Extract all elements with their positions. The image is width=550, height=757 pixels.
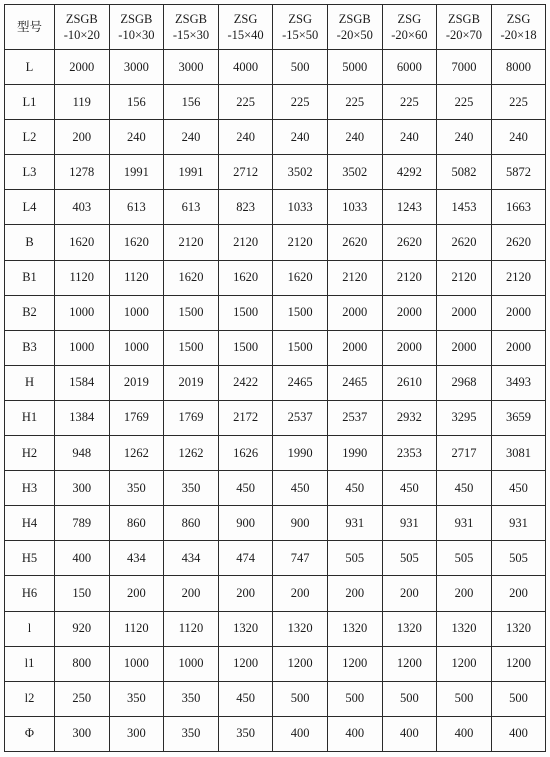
model-name: ZSG: [506, 12, 531, 26]
model-size: -20×50: [336, 28, 373, 42]
table-cell: 1000: [109, 646, 164, 681]
table-cell: 2120: [491, 260, 546, 295]
table-cell: 1620: [55, 225, 110, 260]
table-cell: 2465: [273, 365, 328, 400]
table-cell: 3659: [491, 400, 546, 435]
table-cell: 350: [164, 681, 219, 716]
table-cell: 434: [109, 541, 164, 576]
table-cell: 1769: [164, 400, 219, 435]
table-cell: 1990: [273, 436, 328, 471]
table-cell: 450: [327, 471, 382, 506]
table-cell: 2000: [55, 50, 110, 85]
table-cell: 225: [437, 85, 492, 120]
row-label: H5: [5, 541, 55, 576]
table-cell: 1500: [273, 330, 328, 365]
table-cell: 240: [273, 120, 328, 155]
table-cell: 200: [164, 576, 219, 611]
model-header-cell: [218, 5, 273, 50]
table-cell: 1500: [164, 330, 219, 365]
row-label: l: [5, 611, 55, 646]
table-row: [5, 611, 546, 646]
table-cell: 400: [437, 716, 492, 751]
table-cell: 500: [327, 681, 382, 716]
model-header-cell: [273, 5, 328, 50]
table-cell: 4000: [218, 50, 273, 85]
table-cell: 1278: [55, 155, 110, 190]
table-cell: 1384: [55, 400, 110, 435]
table-cell: 2712: [218, 155, 273, 190]
table-cell: 200: [55, 120, 110, 155]
table-cell: 931: [437, 506, 492, 541]
table-cell: 1000: [109, 330, 164, 365]
table-row: [5, 471, 546, 506]
table-cell: 505: [382, 541, 437, 576]
table-cell: 505: [437, 541, 492, 576]
table-cell: 200: [273, 576, 328, 611]
table-cell: 613: [164, 190, 219, 225]
model-header-cell: [382, 5, 437, 50]
model-name: ZSGB: [338, 12, 371, 26]
model-header-cell: [437, 5, 492, 50]
table-cell: 5000: [327, 50, 382, 85]
table-row: [5, 155, 546, 190]
table-cell: 3502: [327, 155, 382, 190]
table-cell: 350: [164, 716, 219, 751]
table-cell: 400: [327, 716, 382, 751]
row-label: L2: [5, 120, 55, 155]
table-cell: 350: [164, 471, 219, 506]
row-label: B1: [5, 260, 55, 295]
table-cell: 2120: [382, 260, 437, 295]
table-cell: 240: [437, 120, 492, 155]
table-cell: 823: [218, 190, 273, 225]
row-label: L3: [5, 155, 55, 190]
table-cell: 2019: [109, 365, 164, 400]
table-cell: 2422: [218, 365, 273, 400]
table-cell: 1991: [164, 155, 219, 190]
table-cell: 450: [218, 681, 273, 716]
table-cell: 1262: [164, 436, 219, 471]
model-size: -20×60: [391, 28, 428, 42]
row-label: Φ: [5, 716, 55, 751]
table-cell: 400: [491, 716, 546, 751]
table-row: [5, 576, 546, 611]
table-cell: 920: [55, 611, 110, 646]
table-cell: 240: [491, 120, 546, 155]
table-cell: 2620: [437, 225, 492, 260]
row-label: H4: [5, 506, 55, 541]
table-cell: 8000: [491, 50, 546, 85]
table-cell: 500: [382, 681, 437, 716]
table-cell: 474: [218, 541, 273, 576]
table-row: [5, 295, 546, 330]
table-cell: 860: [164, 506, 219, 541]
table-cell: 1320: [491, 611, 546, 646]
table-cell: 119: [55, 85, 110, 120]
table-cell: 2000: [327, 330, 382, 365]
table-cell: 225: [327, 85, 382, 120]
table-cell: 1584: [55, 365, 110, 400]
table-cell: 156: [109, 85, 164, 120]
table-cell: 931: [327, 506, 382, 541]
table-cell: 1500: [273, 295, 328, 330]
table-cell: 1033: [273, 190, 328, 225]
model-size: -15×50: [282, 28, 319, 42]
table-row: [5, 646, 546, 681]
header-row: [5, 5, 546, 50]
model-header-cell: [491, 5, 546, 50]
model-name: ZSGB: [120, 12, 153, 26]
row-label: H3: [5, 471, 55, 506]
table-cell: 1620: [109, 225, 164, 260]
table-cell: 2620: [327, 225, 382, 260]
table-cell: 3081: [491, 436, 546, 471]
table-cell: 1120: [109, 611, 164, 646]
table-cell: 2120: [327, 260, 382, 295]
table-row: [5, 50, 546, 85]
table-cell: 350: [218, 716, 273, 751]
table-cell: 2932: [382, 400, 437, 435]
table-row: [5, 541, 546, 576]
table-row: [5, 225, 546, 260]
table-cell: 900: [273, 506, 328, 541]
table-cell: 225: [491, 85, 546, 120]
table-row: [5, 365, 546, 400]
table-cell: 2000: [382, 295, 437, 330]
table-cell: 240: [327, 120, 382, 155]
model-size: -10×30: [118, 28, 155, 42]
table-cell: 1033: [327, 190, 382, 225]
table-row: [5, 716, 546, 751]
table-cell: 2120: [273, 225, 328, 260]
table-cell: 2000: [437, 330, 492, 365]
table-cell: 300: [109, 716, 164, 751]
table-cell: 2537: [327, 400, 382, 435]
table-row: [5, 190, 546, 225]
table-cell: 400: [55, 541, 110, 576]
table-cell: 948: [55, 436, 110, 471]
table-cell: 1500: [164, 295, 219, 330]
table-cell: 931: [491, 506, 546, 541]
row-label: L: [5, 50, 55, 85]
table-cell: 240: [382, 120, 437, 155]
table-cell: 350: [109, 471, 164, 506]
table-cell: 350: [109, 681, 164, 716]
table-cell: 1320: [273, 611, 328, 646]
table-cell: 1200: [273, 646, 328, 681]
table-cell: 500: [491, 681, 546, 716]
table-cell: 1243: [382, 190, 437, 225]
table-cell: 505: [491, 541, 546, 576]
table-cell: 1120: [55, 260, 110, 295]
table-cell: 6000: [382, 50, 437, 85]
table-cell: 2172: [218, 400, 273, 435]
table-cell: 1663: [491, 190, 546, 225]
table-cell: 1120: [164, 611, 219, 646]
table-cell: 1320: [218, 611, 273, 646]
table-row: [5, 330, 546, 365]
header-label-cell: 型号: [5, 5, 55, 50]
table-cell: 3000: [109, 50, 164, 85]
table-cell: 300: [55, 471, 110, 506]
table-cell: 250: [55, 681, 110, 716]
table-cell: 1453: [437, 190, 492, 225]
table-cell: 450: [273, 471, 328, 506]
model-header-cell: [164, 5, 219, 50]
table-cell: 450: [382, 471, 437, 506]
table-cell: 900: [218, 506, 273, 541]
table-cell: 1000: [55, 330, 110, 365]
table-cell: 156: [164, 85, 219, 120]
table-cell: 2610: [382, 365, 437, 400]
table-cell: 500: [273, 50, 328, 85]
table-cell: 1262: [109, 436, 164, 471]
table-cell: 200: [109, 576, 164, 611]
table-cell: 200: [327, 576, 382, 611]
model-name: ZSGB: [175, 12, 207, 26]
model-size: -15×40: [227, 28, 264, 42]
model-size: -10×20: [63, 28, 100, 42]
table-cell: 3493: [491, 365, 546, 400]
table-cell: 2620: [491, 225, 546, 260]
table-cell: 450: [218, 471, 273, 506]
table-cell: 225: [218, 85, 273, 120]
table-cell: 1320: [437, 611, 492, 646]
table-cell: 1200: [382, 646, 437, 681]
table-cell: 2620: [382, 225, 437, 260]
model-header-cell: [109, 5, 164, 50]
table-cell: 1320: [327, 611, 382, 646]
row-label: B2: [5, 295, 55, 330]
table-body: [5, 50, 546, 752]
table-cell: 1991: [109, 155, 164, 190]
table-cell: 860: [109, 506, 164, 541]
model-header-cell: [327, 5, 382, 50]
table-row: [5, 85, 546, 120]
table-cell: 800: [55, 646, 110, 681]
table-cell: 1620: [164, 260, 219, 295]
row-label: H: [5, 365, 55, 400]
table-cell: 789: [55, 506, 110, 541]
table-cell: 400: [273, 716, 328, 751]
table-cell: 300: [55, 716, 110, 751]
row-label: B3: [5, 330, 55, 365]
model-name: ZSG: [233, 12, 258, 26]
model-size: -20×18: [500, 28, 537, 42]
table-cell: 2000: [491, 295, 546, 330]
table-cell: 2000: [491, 330, 546, 365]
table-cell: 5872: [491, 155, 546, 190]
model-size: -20×70: [445, 28, 483, 42]
table-cell: 2120: [437, 260, 492, 295]
table-cell: 450: [437, 471, 492, 506]
table-cell: 613: [109, 190, 164, 225]
row-label: l1: [5, 646, 55, 681]
table-cell: 150: [55, 576, 110, 611]
table-cell: 450: [491, 471, 546, 506]
table-row: [5, 120, 546, 155]
table-cell: 200: [382, 576, 437, 611]
table-cell: 1000: [164, 646, 219, 681]
table-cell: 3000: [164, 50, 219, 85]
table-cell: 2000: [437, 295, 492, 330]
row-label: B: [5, 225, 55, 260]
row-label: L1: [5, 85, 55, 120]
table-cell: 1620: [218, 260, 273, 295]
table-cell: 1120: [109, 260, 164, 295]
table-cell: 400: [382, 716, 437, 751]
table-cell: 1500: [218, 330, 273, 365]
table-row: [5, 506, 546, 541]
table-cell: 1990: [327, 436, 382, 471]
table-cell: 505: [327, 541, 382, 576]
table-cell: 500: [437, 681, 492, 716]
table-cell: 747: [273, 541, 328, 576]
table-cell: 225: [382, 85, 437, 120]
table-cell: 434: [164, 541, 219, 576]
table-cell: 1769: [109, 400, 164, 435]
table-cell: 5082: [437, 155, 492, 190]
model-header-cell: [55, 5, 110, 50]
table-cell: 1500: [218, 295, 273, 330]
table-cell: 500: [273, 681, 328, 716]
table-cell: 1200: [437, 646, 492, 681]
table-cell: 2717: [437, 436, 492, 471]
table-cell: 1620: [273, 260, 328, 295]
table-cell: 1200: [327, 646, 382, 681]
table-cell: 2120: [164, 225, 219, 260]
table-cell: 1200: [491, 646, 546, 681]
row-label: l2: [5, 681, 55, 716]
table-cell: 2353: [382, 436, 437, 471]
table-cell: 403: [55, 190, 110, 225]
row-label: L4: [5, 190, 55, 225]
model-size: -15×30: [172, 28, 210, 42]
table-cell: 240: [109, 120, 164, 155]
table-cell: 1200: [218, 646, 273, 681]
table-cell: 4292: [382, 155, 437, 190]
table-cell: 2465: [327, 365, 382, 400]
table-cell: 2000: [327, 295, 382, 330]
model-name: ZSG: [397, 12, 422, 26]
table-cell: 1320: [382, 611, 437, 646]
model-name: ZSGB: [447, 12, 480, 26]
table-cell: 1000: [55, 295, 110, 330]
spec-table: [4, 4, 546, 752]
table-cell: 3502: [273, 155, 328, 190]
table-row: [5, 436, 546, 471]
table-row: [5, 681, 546, 716]
table-row: [5, 400, 546, 435]
table-cell: 1000: [109, 295, 164, 330]
table-cell: 2537: [273, 400, 328, 435]
table-cell: 200: [218, 576, 273, 611]
row-label: H2: [5, 436, 55, 471]
table-cell: 2968: [437, 365, 492, 400]
table-cell: 240: [218, 120, 273, 155]
table-cell: 225: [273, 85, 328, 120]
row-label: H1: [5, 400, 55, 435]
row-label: H6: [5, 576, 55, 611]
table-cell: 2019: [164, 365, 219, 400]
model-name: ZSGB: [65, 12, 98, 26]
table-row: [5, 260, 546, 295]
table-cell: 2120: [218, 225, 273, 260]
table-cell: 240: [164, 120, 219, 155]
table-cell: 7000: [437, 50, 492, 85]
table-header: [5, 5, 546, 50]
table-cell: 931: [382, 506, 437, 541]
table-cell: 1626: [218, 436, 273, 471]
table-cell: 2000: [382, 330, 437, 365]
table-cell: 200: [437, 576, 492, 611]
table-cell: 200: [491, 576, 546, 611]
table-cell: 3295: [437, 400, 492, 435]
model-name: ZSG: [288, 12, 312, 26]
